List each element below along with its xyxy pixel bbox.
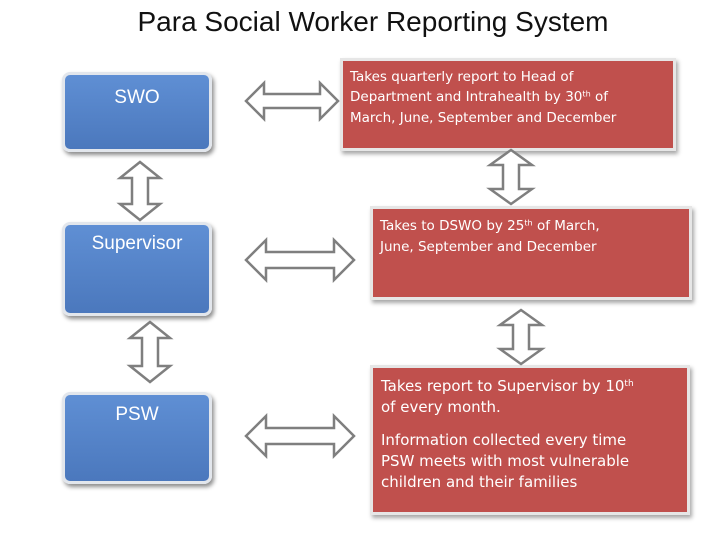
psw-note-line: of every month. <box>381 398 501 416</box>
supervisor-box <box>62 222 212 316</box>
psw-note-text: Takes report to Supervisor by 10 <box>381 377 625 395</box>
swo-note-line: Takes quarterly report to Head of <box>350 69 574 85</box>
swo-supervisor-vertical-arrow-icon <box>116 160 164 222</box>
psw-box <box>62 392 212 484</box>
psw-note-line: children and their families <box>381 473 578 491</box>
swo-note-line: March, June, September and December <box>350 109 617 126</box>
supervisor-note-box <box>370 206 692 300</box>
swo-note-box <box>340 58 676 151</box>
note-lower-vertical-arrow-icon <box>496 308 546 366</box>
psw-note-box <box>370 365 690 515</box>
supervisor-note-text: Takes to DSWO by 25 <box>380 218 525 234</box>
swo-horizontal-arrow-icon <box>244 79 340 123</box>
psw-label: PSW <box>115 404 159 425</box>
supervisor-psw-vertical-arrow-icon <box>126 320 174 384</box>
page-title: Para Social Worker Reporting System <box>137 6 609 37</box>
swo-note-sup: th <box>582 88 591 99</box>
psw-note-line <box>381 376 681 397</box>
supervisor-note-sup: th <box>524 217 533 228</box>
psw-note-sup: th <box>624 379 634 390</box>
supervisor-horizontal-arrow-icon <box>244 236 356 284</box>
note-upper-vertical-arrow-icon <box>486 148 536 206</box>
swo-note-line <box>350 87 667 107</box>
swo-note-text: of <box>590 89 609 106</box>
supervisor-label: Supervisor <box>91 233 183 254</box>
swo-label: SWO <box>114 87 160 108</box>
supervisor-note-text: of March, <box>532 218 600 234</box>
swo-box <box>62 72 212 152</box>
supervisor-note-line: June, September and December <box>380 238 597 255</box>
psw-horizontal-arrow-icon <box>244 412 356 460</box>
psw-note-line: PSW meets with most vulnerable <box>381 452 630 470</box>
supervisor-note-line <box>380 216 683 237</box>
swo-note-text: Department and Intrahealth by 30 <box>350 89 583 106</box>
psw-note-line: Information collected every time <box>381 431 627 449</box>
